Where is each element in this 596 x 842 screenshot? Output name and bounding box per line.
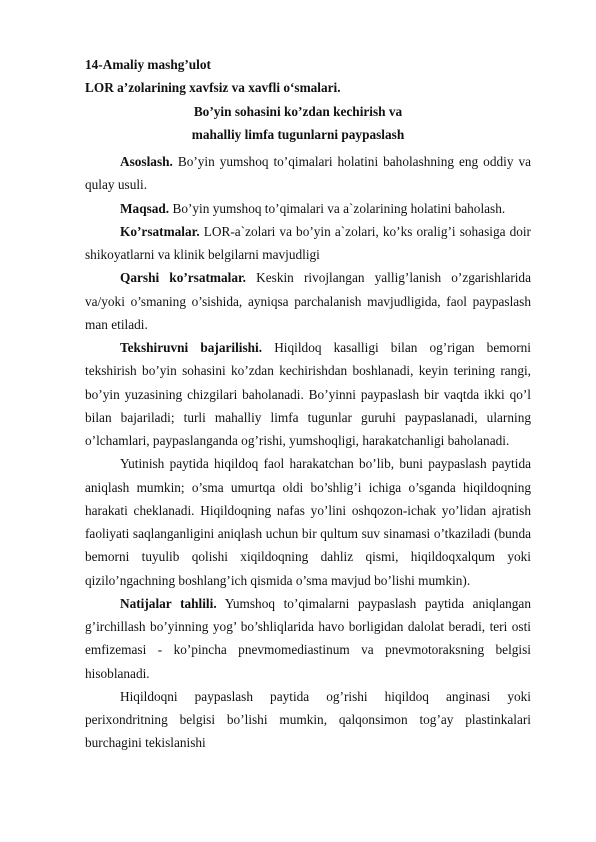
paragraph-qarshi-korsatmalar bbox=[85, 266, 531, 336]
paragraph-text: Bo’yin yumshoq to’qimalari holatini baholashning eng oddiy va qulay usuli. bbox=[85, 154, 531, 193]
paragraph-text: Hiqildoqni paypaslash paytida og’rishi hiqildoq anginasi yoki perixondritning belgisi bo’lishi mumkin, qalqonsimon tog’ay plastinkalari burchagini tekislanishi bbox=[85, 688, 531, 751]
paragraph-label: Maqsad. bbox=[120, 200, 170, 216]
paragraph-text: Hiqildoq kasalligi bilan og’rigan bemorni tekshirish bo’yin sohasini ko’zdan kechirishdan boshlanadi, keyin terining rangi, bo’yin yuzasining chizgilari baholanadi. Bo’yinni paypaslash bir vaqtda ikki qo’l bilan bajariladi; turli mahalliy limfa tugunlar guruhi paypaslanadi, ularning o’lchamlari, paypaslanganda og’rishi, yumshoqligi, harakatchanligi baholanadi. bbox=[85, 340, 531, 448]
paragraph-text: Keskin rivojlangan yallig’lanish o’zgarishlarida va/yoki o’smaning o’sishida, ayniqsa parchalanish mavjudligida, faol paypaslash man etiladi. bbox=[85, 270, 531, 332]
paragraph-label: Ko’rsatmalar. bbox=[120, 223, 200, 239]
paragraph-text: LOR-a`zolari va bo’yin a`zolari, ko’ks oralig’i sohasiga doir shikoyatlarni va klinik belgilarni mavjudligi bbox=[85, 223, 531, 262]
section-title-line1: Bo’yin sohasini ko’zdan kechirish va bbox=[193, 104, 403, 119]
paragraph-label: Tekshiruvni bajarilishi. bbox=[120, 340, 263, 355]
section-title-line2: mahalliy limfa tugunlarni paypaslash bbox=[191, 127, 405, 142]
lesson-subtitle: LOR a’zolarining xavfsiz va xavfli o‘smalari. bbox=[85, 80, 341, 95]
paragraph-hiqildoqni-paypaslash bbox=[85, 685, 531, 755]
paragraph-text: Yumshoq to’qimalarni paypaslash paytida aniqlangan g’irchillash bo’yinning yog’ bo’shliqlarida havo borligidan dalolat beradi, teri osti emfizemasi - ko’pincha pnevmomediastinum va pnevmotoraksning belgisi hisoblanadi. bbox=[85, 595, 531, 681]
paragraph-korsatmalar bbox=[85, 220, 531, 267]
paragraph-tekshiruv bbox=[85, 336, 531, 452]
paragraph-text: Yutinish paytida hiqildoq faol harakatchan bo’lib, buni paypaslash paytida aniqlash mumkin; o’sma umurtqa oldi bo’shlig’i ichiga o’sganda hiqildoqning harakati cheklanadi. Hiqildoqning nafas yo’lini oshqozon-ichak yo’lidan ajratish faoliyati saqlanganligini aniqlash uchun bir qultum suv sinamasi o’tkaziladi (bunda bemorni tuyulib qolishi xiqildoqning dahliz qismi, hiqildoqxalqum yoki qizilo’ngachning boshlang’ich qismida o’sma mavjud bo’lishi mumkin). bbox=[85, 456, 531, 588]
paragraph-asoslash bbox=[85, 150, 531, 197]
document-body bbox=[85, 150, 531, 755]
paragraph-label: Asoslash. bbox=[120, 154, 173, 169]
lesson-title: 14-Amaliy mashg’ulot bbox=[85, 57, 211, 72]
paragraph-maqsad bbox=[85, 197, 531, 220]
paragraph-yutinish bbox=[85, 452, 531, 592]
paragraph-label: Natijalar tahlili. bbox=[120, 595, 217, 611]
paragraph-natijalar bbox=[85, 592, 531, 685]
paragraph-text: Bo’yin yumshoq to’qimalari va a`zolarining holatini baholash. bbox=[169, 200, 506, 216]
paragraph-label: Qarshi ko’rsatmalar. bbox=[120, 270, 246, 286]
